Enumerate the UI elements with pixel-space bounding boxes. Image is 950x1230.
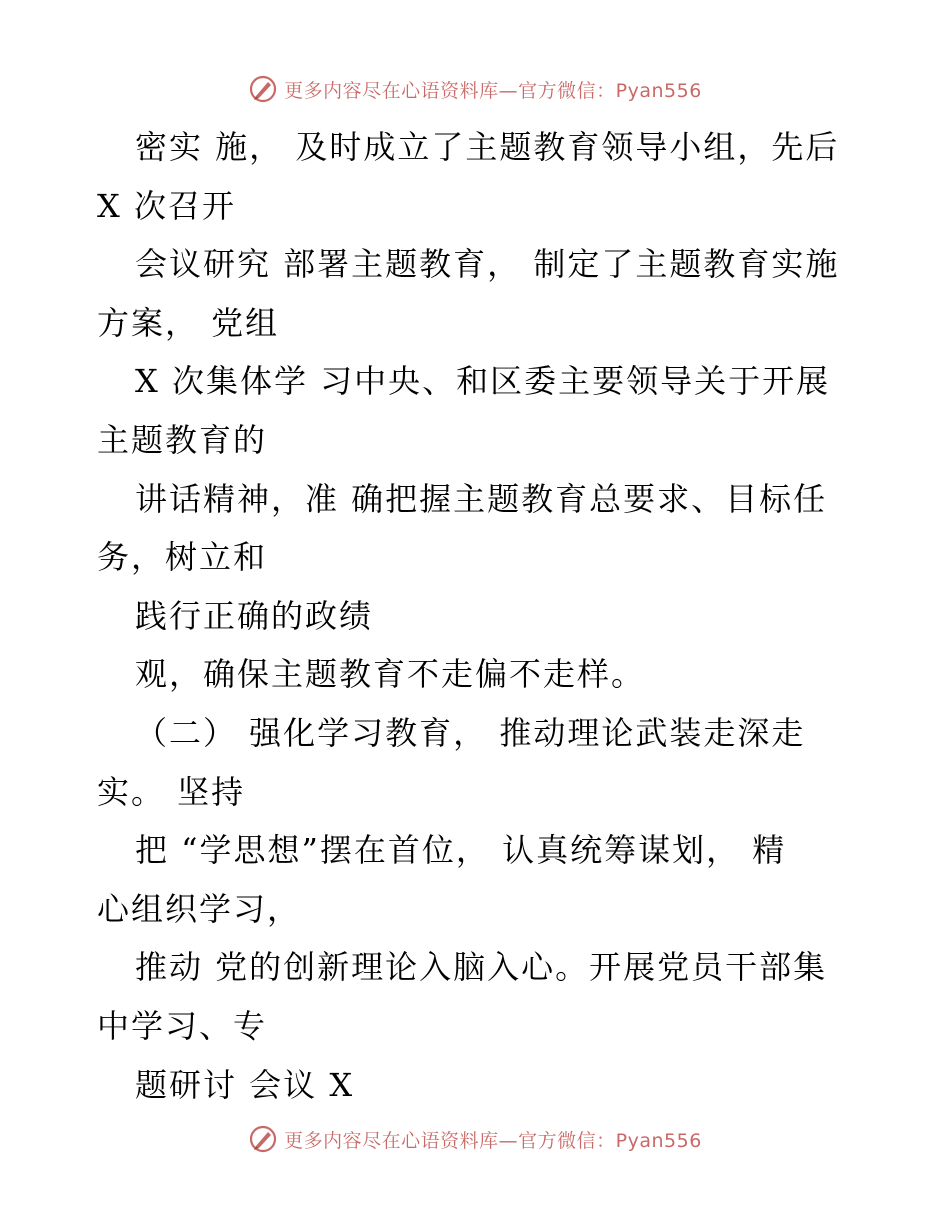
text-line: 践行正确的政绩 <box>135 596 374 635</box>
text-line: 密实 施， 及时成立了主题教育领导小组，先后 <box>135 128 840 166</box>
text-line: 会议研究 部署主题教育， 制定了主题教育实施 <box>135 245 840 284</box>
text-line: 观，确保主题教育不走偏不走样。 <box>135 655 646 694</box>
text-line: 务，树立和 <box>97 538 268 577</box>
text-line: 实。 坚持 <box>97 772 246 811</box>
text-line: 把 “学思想”摆在首位， 认真统筹谋划， 精 <box>135 831 787 870</box>
text-line: 讲话精神，准 确把握主题教育总要求、目标任 <box>135 479 828 518</box>
text-line: 题研讨 会议 X <box>135 1065 355 1104</box>
header-watermark <box>0 74 950 104</box>
text-line: （二） 强化学习教育， 推动理论武装走深走 <box>135 713 806 752</box>
pen-logo-icon <box>248 74 278 104</box>
pen-logo-icon <box>248 1124 278 1154</box>
text-line: 主题教育的 <box>97 420 268 459</box>
watermark-text: 更多内容尽在心语资料库—官方微信：Pyan556 <box>284 79 702 102</box>
text-line: 推动 党的创新理论入脑入心。开展党员干部集 <box>135 948 828 987</box>
text-line: X 次集体学 习中央、和区委主要领导关于开展 <box>135 362 831 401</box>
text-line: 方案， 党组 <box>97 303 280 342</box>
watermark-text: 更多内容尽在心语资料库—官方微信：Pyan556 <box>284 1129 702 1152</box>
document-body <box>97 118 857 1114</box>
footer-watermark <box>0 1124 950 1154</box>
text-line: 中学习、专 <box>97 1006 268 1045</box>
text-line: X 次召开 <box>97 186 236 225</box>
text-line: 心组织学习， <box>97 889 302 928</box>
